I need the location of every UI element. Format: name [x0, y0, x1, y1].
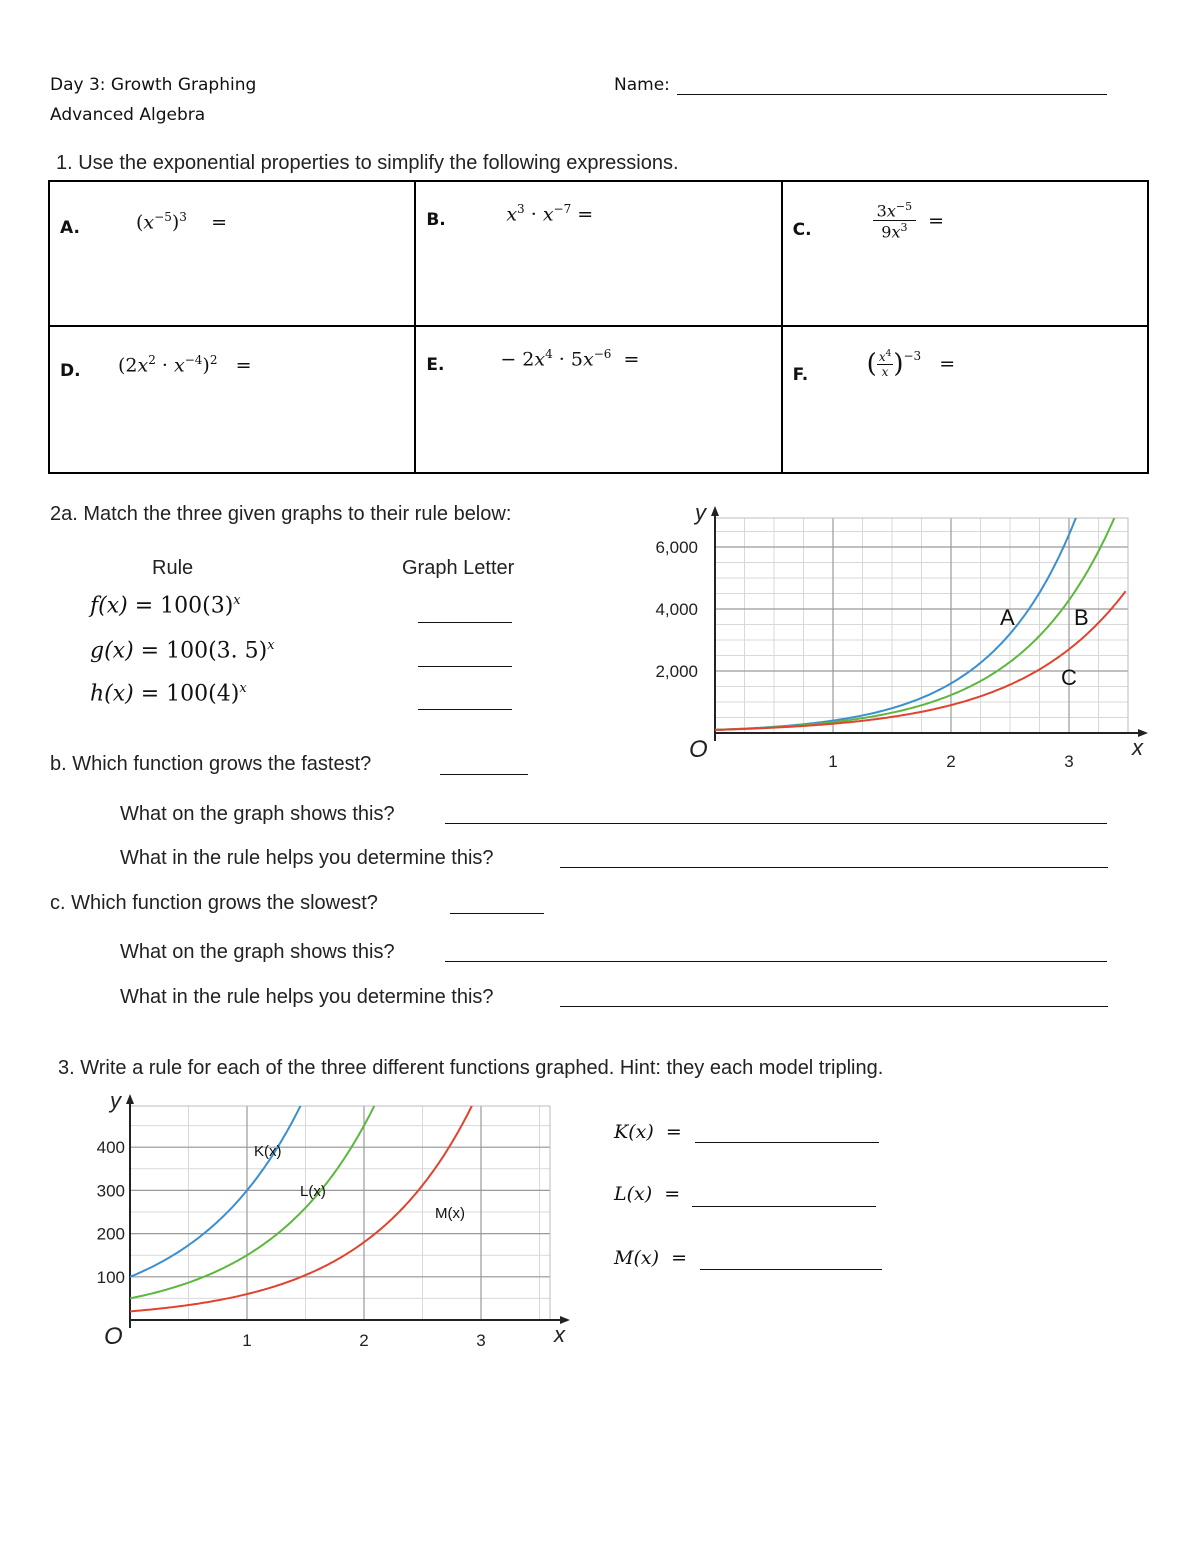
growth-graph-abc	[630, 500, 1143, 775]
cell-c[interactable]	[782, 181, 1148, 326]
plot-border	[130, 1106, 550, 1320]
y-tick-label: 2,000	[655, 662, 698, 681]
chart-grid	[130, 1106, 550, 1320]
x-axis-label: x	[1132, 735, 1143, 760]
y-tick-label: 400	[96, 1138, 125, 1158]
answer-blank-k[interactable]	[695, 1142, 879, 1143]
answer-blank-c-graph[interactable]	[445, 961, 1107, 962]
answer-blank-m[interactable]	[700, 1269, 882, 1270]
x-tick-label: 1	[242, 1331, 252, 1350]
x-tick-label: 3	[1064, 752, 1074, 771]
l-rule-label: L(x) =	[614, 1183, 681, 1205]
series-line-2	[130, 925, 537, 1312]
rule-h: $h(x) = 100(4)^x$	[90, 681, 247, 707]
cell-d[interactable]	[49, 326, 415, 473]
y-axis-label: y	[110, 1088, 121, 1113]
expression-b: $x^3 \cdot x^{-7}$ =	[506, 202, 594, 226]
q3-prompt: 3. Write a rule for each of the three different functions graphed. Hint: they each model tripling.	[58, 1057, 884, 1079]
series-line-1	[715, 491, 1126, 730]
m-rule-label: M(x) =	[614, 1247, 688, 1269]
expression-d: $(2x^2 \cdot x^{-4})^2$ =	[118, 353, 252, 377]
y-tick-label: 4,000	[655, 600, 698, 619]
x-tick-label: 1	[828, 752, 838, 771]
chart-labels	[97, 1088, 566, 1350]
expression-f: ( $x^4$ x ) $^{-3}$ =	[866, 349, 956, 379]
q2c-prompt: c. Which function grows the slowest?	[50, 892, 378, 914]
answer-blank-l[interactable]	[692, 1206, 876, 1207]
c-graph-question: What on the graph shows this?	[120, 941, 395, 963]
chart-axes	[126, 1094, 570, 1328]
rule-header: Rule	[152, 557, 194, 579]
cell-letter: A.	[60, 218, 80, 238]
y-tick-label: 100	[96, 1267, 125, 1287]
k-rule-label: K(x) =	[614, 1121, 682, 1143]
tripling-graph-klm	[80, 1088, 565, 1356]
cell-letter: F.	[792, 365, 809, 385]
series-label-1: B	[1074, 605, 1089, 630]
series-label-0: A	[1000, 605, 1015, 630]
cell-a[interactable]	[49, 181, 415, 326]
expression-e: − $2x^4 \cdot 5x^{-6}$ =	[500, 347, 640, 371]
cell-b[interactable]	[415, 181, 781, 326]
expression-c: $\frac{3x^{-5}}{9x^3}$ =	[873, 200, 944, 242]
cell-f[interactable]	[782, 326, 1148, 473]
b-graph-question: What on the graph shows this?	[120, 803, 395, 825]
series-line-2	[715, 591, 1126, 730]
cell-e[interactable]	[415, 326, 781, 473]
y-tick-label: 300	[96, 1181, 125, 1201]
q1-prompt: 1. Use the exponential properties to simplify the following expressions.	[56, 152, 679, 174]
q2b-prompt: b. Which function grows the fastest?	[50, 753, 372, 775]
y-axis-arrow	[126, 1094, 134, 1104]
series-label-2: M(x)	[435, 1205, 465, 1222]
answer-blank-b-rule[interactable]	[560, 867, 1108, 868]
x-tick-label: 2	[946, 752, 956, 771]
cell-letter: B.	[426, 210, 446, 230]
y-axis-label: y	[695, 500, 706, 525]
y-axis-arrow	[711, 506, 719, 516]
exponent-properties-table	[48, 180, 1149, 474]
answer-blank-h[interactable]	[418, 709, 512, 710]
y-tick-label: 200	[96, 1224, 125, 1244]
series-label-2: C	[1061, 665, 1077, 690]
x-axis-label: x	[554, 1322, 565, 1347]
rule-f: $f(x) = 100(3)^x$	[90, 593, 241, 619]
origin-label: O	[689, 736, 708, 763]
answer-blank-b-graph[interactable]	[445, 823, 1107, 824]
rule-g: g(x) = 100(3. 5)$^x$	[90, 638, 275, 664]
answer-blank-c-rule[interactable]	[560, 1006, 1108, 1007]
y-tick-label: 6,000	[655, 538, 698, 557]
answer-blank-slowest[interactable]	[450, 913, 544, 914]
expression-a: $(x^{-5})^3$ =	[136, 210, 227, 234]
name-field[interactable]	[677, 94, 1107, 95]
graph-letter-header: Graph Letter	[402, 557, 515, 579]
b-rule-question: What in the rule helps you determine this?	[120, 847, 494, 869]
x-tick-label: 2	[359, 1331, 369, 1350]
x-tick-label: 3	[476, 1331, 486, 1350]
course-name: Advanced Algebra	[50, 105, 206, 125]
name-label: Name:	[614, 75, 670, 95]
answer-blank-fastest[interactable]	[440, 774, 528, 775]
cell-letter: C.	[792, 220, 812, 240]
q2a-prompt: 2a. Match the three given graphs to their rule below:	[50, 503, 512, 525]
chart-grid	[715, 518, 1128, 733]
origin-label: O	[104, 1323, 123, 1350]
answer-blank-g[interactable]	[418, 666, 512, 667]
series-label-1: L(x)	[300, 1183, 326, 1200]
cell-letter: E.	[426, 355, 445, 375]
answer-blank-f[interactable]	[418, 622, 512, 623]
series-label-0: K(x)	[254, 1143, 282, 1160]
c-rule-question: What in the rule helps you determine this?	[120, 986, 494, 1008]
cell-letter: D.	[60, 361, 81, 381]
worksheet-title: Day 3: Growth Graphing	[50, 75, 257, 95]
